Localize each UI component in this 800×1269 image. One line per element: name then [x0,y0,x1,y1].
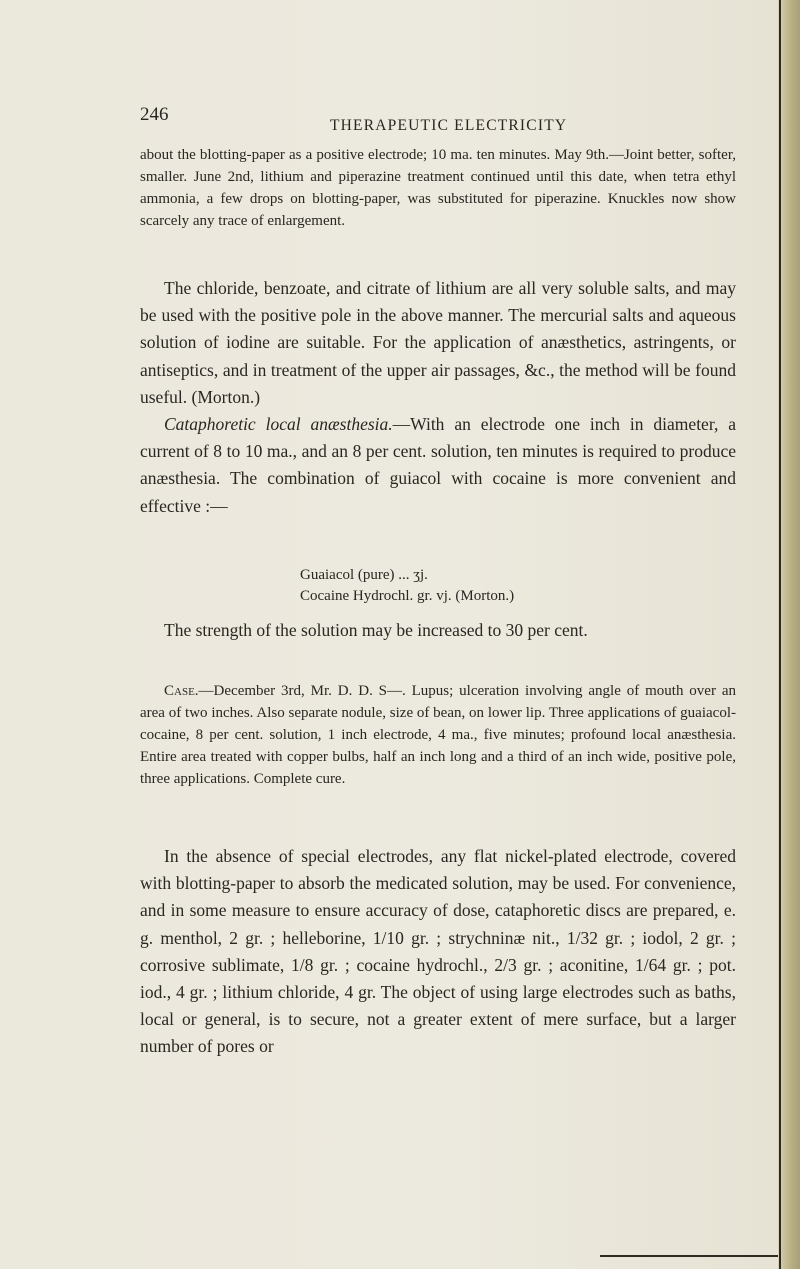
case-report [140,680,736,790]
lithium-paragraph-text: The chloride, benzoate, and citrate of lithium are all very soluble salts, and may be used with the positive pole in the above manner. The mercurial salts and aqueous solution of iodine are suitable. For the application of anæsthetics, astringents, or antiseptics, and in treatment of the upper air passages, &c., the method will be found useful. (Morton.) [140,278,736,407]
lithium-paragraph [140,275,736,520]
case-label: Case. [164,683,199,699]
running-head: THERAPEUTIC ELECTRICITY [330,117,568,134]
formula-line-2: Cocaine Hydrochl. gr. vj. (Morton.) [300,588,515,604]
case-continuation-text: about the blotting-paper as a positive electrode; 10 ma. ten minutes. May 9th.—Joint better, softer, smaller. June 2nd, lithium and piperazine treatment continued until this date, when tetra ethyl ammonia, a few drops on blotting-paper, was substituted for piperazine. Knuckles now show scarcely any trace of enlargement. [140,147,736,229]
cataphoretic-text: —With an electrode one inch in diameter, a current of 8 to 10 ma., and an 8 per cent. solution, ten minutes is required to produce anæsthesia. The combination of guiacol with cocaine is more convenient and effective :— [140,414,736,516]
page-header [0,104,780,134]
strength-paragraph [140,617,736,644]
page-edge [778,0,800,1269]
page-edge-line [779,0,781,1269]
page-number: 246 [140,104,169,125]
electrodes-paragraph [140,843,736,1061]
formula-line-1: Guaiacol (pure) ... ʒj. [300,567,428,583]
cataphoretic-heading: Cataphoretic local anæsthesia. [164,414,393,435]
formula [300,565,514,607]
case-continuation [140,144,736,232]
case-text: —December 3rd, Mr. D. D. S—. Lupus; ulceration involving angle of mouth over an area of two inches. Also separate nodule, size of bean, on lower lip. Three applications of guaiacol-cocaine, 8 per cent. solution, 1 inch electrode, 4 ma., five minutes; profound local anæsthesia. Entire area treated with copper bulbs, half an inch long and a third of an inch wide, positive pole, three applications. Complete cure. [140,683,736,787]
case-report-text [140,680,736,790]
strength-text: The strength of the solution may be increased to 30 per cent. [164,620,588,640]
electrodes-text: In the absence of special electrodes, any flat nickel-plated electrode, covered with blotting-paper to absorb the medicated solution, may be used. For convenience, and in some measure to ensure accuracy of dose, cataphoretic discs are prepared, e. g. menthol, 2 gr. ; helleborine, 1/10 gr. ; strychninæ nit., 1/32 gr. ; iodol, 2 gr. ; corrosive sublimate, 1/8 gr. ; cocaine hydrochl., 2/3 gr. ; aconitine, 1/64 gr. ; pot. iod., 4 gr. ; lithium chloride, 4 gr. The object of using large electrodes such as baths, local or general, is to secure, not a greater extent of mere surface, but a larger number of pores or [140,846,736,1057]
bottom-rule [600,1255,780,1257]
cataphoretic-paragraph [140,411,736,520]
